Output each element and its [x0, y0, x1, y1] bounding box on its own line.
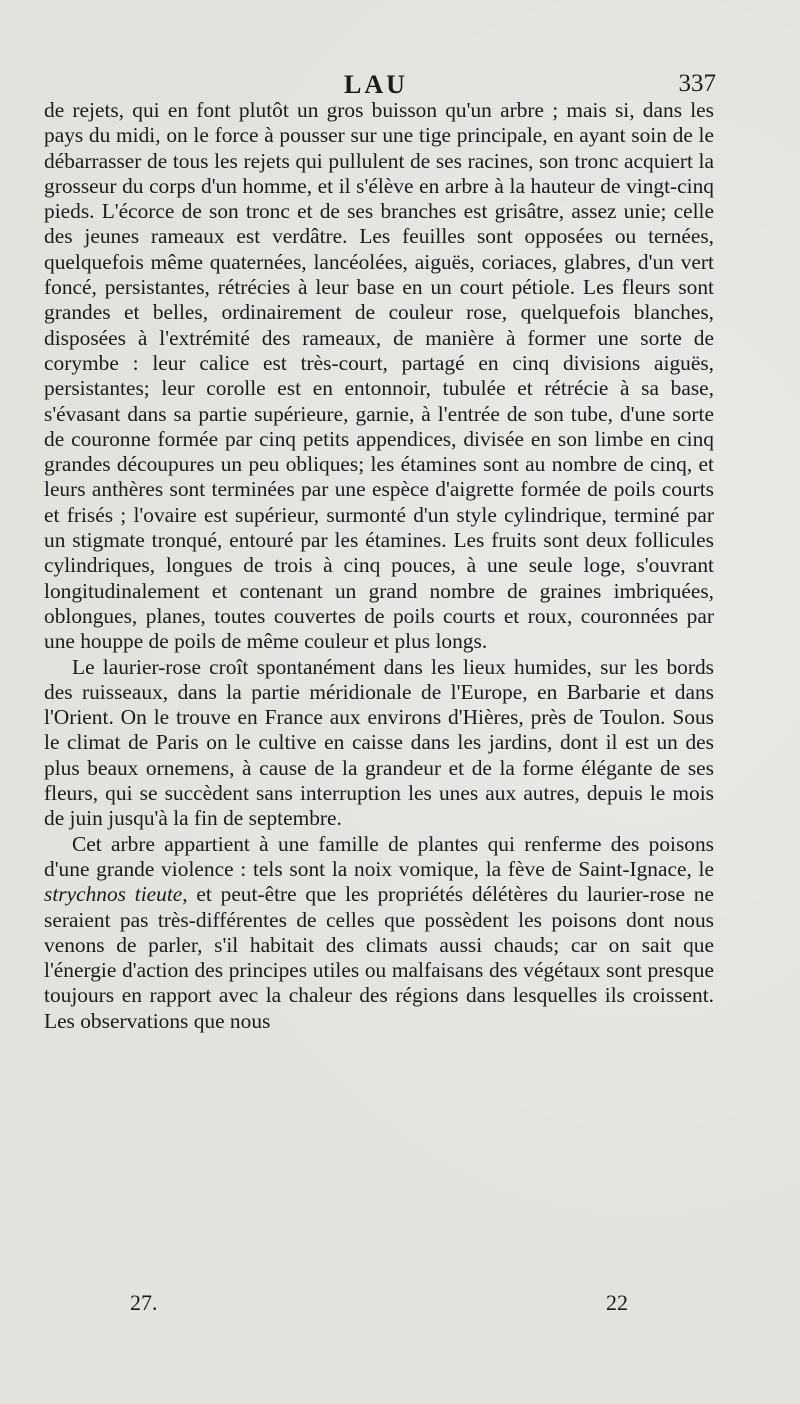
paragraph-3-italic: strychnos tieute [44, 882, 183, 907]
body-text [44, 98, 714, 1034]
paragraph-1: de rejets, qui en font plutôt un gros buisson qu'un arbre ; mais si, dans les pays du midi, on le force à pousser sur une tige principale, en ayant soin de le débarrasser de tous les rejets qui pullulent de ses racines, son tronc acquiert la grosseur du corps d'un homme, et il s'élève en arbre à la hauteur de vingt-cinq pieds. L'écorce de son tronc et de ses branches est grisâtre, assez unie; celle des jeunes rameaux est verdâtre. Les feuilles sont opposées ou ternées, quelquefois même quaternées, lancéolées, aiguës, coriaces, glabres, d'un vert foncé, persistantes, rétrécies à leur base en un court pétiole. Les fleurs sont grandes et belles, ordinairement de couleur rose, quelquefois blanches, disposées à l'extrémité des rameaux, de manière à former une sorte de corymbe : leur calice est très-court, partagé en cinq divisions aiguës, persistantes; leur corolle est en entonnoir, tubulée et rétrécie à sa base, s'évasant dans sa partie supérieure, garnie, à l'entrée de son tube, d'une sorte de couronne formée par cinq petits appendices, divisée en son limbe en cinq grandes découpures un peu obliques; les étamines sont au nombre de cinq, et leurs anthères sont terminées par une espèce d'aigrette formée de poils courts et frisés ; l'ovaire est supérieur, surmonté d'un style cylindrique, terminé par un stigmate tronqué, entouré par les étamines. Les fruits sont deux follicules cylindriques, longues de trois à cinq pouces, à une seule loge, s'ouvrant longitudinalement et contenant un grand nombre de graines imbriquées, oblongues, planes, toutes couvertes de poils courts et roux, couronnées par une houppe de poils de même couleur et plus longs. [44, 98, 714, 654]
paragraph-2: Le laurier-rose croît spontanément dans les lieux humides, sur les bords des ruisseaux, dans la partie méridionale de l'Europe, en Barbarie et dans l'Orient. On le trouve en France aux environs d'Hières, près de Toulon. Sous le climat de Paris on le cultive en caisse dans les jardins, dont il est un des plus beaux ornemens, à cause de la grandeur et de la forme élégante de ses fleurs, qui se succèdent sans interruption les unes aux autres, depuis le mois de juin jusqu'à la fin de septembre. [44, 654, 714, 831]
page-header [44, 62, 714, 98]
volume-mark: 27. [130, 1290, 158, 1315]
paragraph-3 [44, 832, 714, 1034]
paragraph-3-end: , et peut-être que les propriétés délétères du laurier-rose ne seraient pas très-différentes de celles que possèdent les poisons dont nous venons de parler, s'il habitait des climats aussi chauds; car on sait que l'énergie d'action des principes utiles ou malfaisans des végétaux sont presque toujours en rapport avec la chaleur des régions dans lesquelles ils croissent. Les observations que nous [44, 882, 714, 1033]
paragraph-3-start: Cet arbre appartient à une famille de plantes qui renferme des poisons d'une grande violence : tels sont la noix vomique, la fève de Saint-Ignace, le [44, 831, 714, 881]
signature-mark: 22 [606, 1290, 628, 1315]
page-footer [130, 1290, 628, 1320]
page-number: 337 [678, 70, 716, 97]
running-head: LAU [344, 70, 408, 99]
